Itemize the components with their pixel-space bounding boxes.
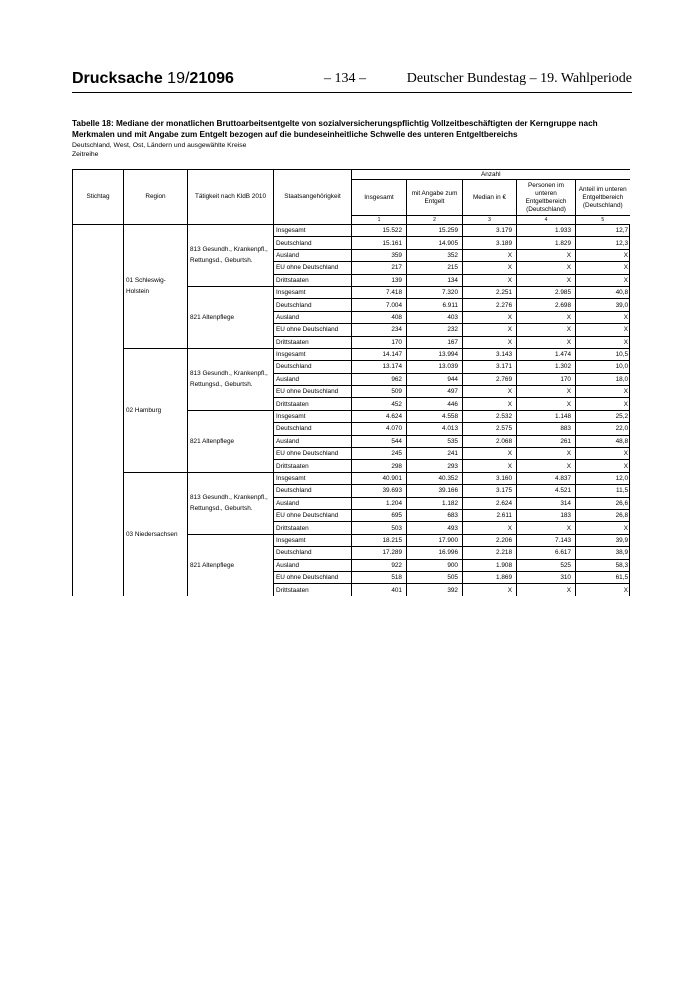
value-cell: X bbox=[517, 249, 576, 261]
value-cell: X bbox=[463, 584, 517, 596]
value-cell: 518 bbox=[352, 571, 407, 583]
value-cell: 408 bbox=[352, 311, 407, 323]
value-cell: 15.522 bbox=[352, 225, 407, 237]
col-stichtag: Stichtag bbox=[73, 170, 124, 225]
value-cell: 4.070 bbox=[352, 423, 407, 435]
value-cell: X bbox=[463, 386, 517, 398]
nationality-cell: Ausland bbox=[274, 559, 352, 571]
doc-prefix: Drucksache bbox=[72, 70, 168, 87]
value-cell: 12,0 bbox=[576, 472, 630, 484]
value-cell: 26,6 bbox=[576, 497, 630, 509]
value-cell: X bbox=[517, 262, 576, 274]
nationality-cell: Drittstaaten bbox=[274, 398, 352, 410]
value-cell: X bbox=[517, 274, 576, 286]
value-cell: 293 bbox=[407, 460, 463, 472]
value-cell: X bbox=[463, 460, 517, 472]
nationality-cell: Insgesamt bbox=[274, 534, 352, 546]
document-number bbox=[72, 70, 234, 88]
value-cell: 505 bbox=[407, 571, 463, 583]
value-cell: X bbox=[576, 324, 630, 336]
header-rule bbox=[72, 92, 632, 93]
value-cell: 2.068 bbox=[463, 435, 517, 447]
region-cell: 02 Hamburg bbox=[124, 348, 188, 472]
value-cell: 3.171 bbox=[463, 361, 517, 373]
value-cell: 17.900 bbox=[407, 534, 463, 546]
value-cell: 2.624 bbox=[463, 497, 517, 509]
value-cell: 10,0 bbox=[576, 361, 630, 373]
table-title: Tabelle 18: Mediane der monatlichen Bruttoarbeitsentgelte von sozialversicherungspflichtig Vollzeitbeschäftigten der Kerngruppe nach Merkmalen und mit Angabe zum Entgelt bezogen auf die bundeseinheitliche Schwelle des unteren Entgeltbereichs bbox=[72, 119, 598, 139]
nationality-cell: Deutschland bbox=[274, 299, 352, 311]
value-cell: 446 bbox=[407, 398, 463, 410]
value-cell: 509 bbox=[352, 386, 407, 398]
value-cell: X bbox=[463, 336, 517, 348]
value-cell: 215 bbox=[407, 262, 463, 274]
col-insgesamt: Insgesamt bbox=[352, 180, 407, 216]
value-cell: X bbox=[517, 398, 576, 410]
value-cell: 493 bbox=[407, 522, 463, 534]
value-cell: 2.206 bbox=[463, 534, 517, 546]
value-cell: 1.829 bbox=[517, 237, 576, 249]
value-cell: 14.147 bbox=[352, 348, 407, 360]
value-cell: 40.352 bbox=[407, 472, 463, 484]
value-cell: 3.175 bbox=[463, 485, 517, 497]
value-cell: 4.837 bbox=[517, 472, 576, 484]
doc-number-b: 21096 bbox=[189, 70, 234, 87]
value-cell: 15.161 bbox=[352, 237, 407, 249]
region-cell: 01 Schleswig-Holstein bbox=[124, 225, 188, 349]
nationality-cell: Ausland bbox=[274, 435, 352, 447]
value-cell: 167 bbox=[407, 336, 463, 348]
page-number: – 134 – bbox=[324, 71, 366, 86]
value-cell: 544 bbox=[352, 435, 407, 447]
value-cell: X bbox=[576, 274, 630, 286]
value-cell: 962 bbox=[352, 373, 407, 385]
col-taetigkeit: Tätigkeit nach KldB 2010 bbox=[188, 170, 274, 225]
table-body bbox=[73, 225, 630, 596]
value-cell: 1.148 bbox=[517, 410, 576, 422]
value-cell: 4.521 bbox=[517, 485, 576, 497]
value-cell: 16.996 bbox=[407, 547, 463, 559]
col-personen: Personen im unteren Entgeltbereich (Deutschland) bbox=[517, 180, 576, 216]
value-cell: X bbox=[463, 448, 517, 460]
value-cell: 3.143 bbox=[463, 348, 517, 360]
nationality-cell: Drittstaaten bbox=[274, 274, 352, 286]
value-cell: 298 bbox=[352, 460, 407, 472]
value-cell: 17.289 bbox=[352, 547, 407, 559]
nationality-cell: EU ohne Deutschland bbox=[274, 386, 352, 398]
table-subtitle: Deutschland, West, Ost, Ländern und ausgewählte Kreise bbox=[72, 142, 247, 149]
value-cell: 18,0 bbox=[576, 373, 630, 385]
value-cell: X bbox=[576, 249, 630, 261]
value-cell: 2.251 bbox=[463, 286, 517, 298]
col-staat: Staatsangehörigkeit bbox=[274, 170, 352, 225]
stichtag-cell bbox=[73, 225, 124, 596]
value-cell: 403 bbox=[407, 311, 463, 323]
value-cell: 2.575 bbox=[463, 423, 517, 435]
value-cell: X bbox=[463, 262, 517, 274]
value-cell: 7.320 bbox=[407, 286, 463, 298]
value-cell: 1.204 bbox=[352, 497, 407, 509]
value-cell: 13.994 bbox=[407, 348, 463, 360]
value-cell: 535 bbox=[407, 435, 463, 447]
value-cell: 944 bbox=[407, 373, 463, 385]
value-cell: 3.179 bbox=[463, 225, 517, 237]
value-cell: 359 bbox=[352, 249, 407, 261]
nationality-cell: Deutschland bbox=[274, 423, 352, 435]
value-cell: X bbox=[517, 336, 576, 348]
col-index: 2 bbox=[407, 216, 463, 225]
value-cell: 2.985 bbox=[517, 286, 576, 298]
nationality-cell: Ausland bbox=[274, 249, 352, 261]
value-cell: 61,5 bbox=[576, 571, 630, 583]
value-cell: 12,7 bbox=[576, 225, 630, 237]
value-cell: 245 bbox=[352, 448, 407, 460]
value-cell: 683 bbox=[407, 509, 463, 521]
table-row bbox=[73, 348, 630, 360]
col-anteil: Anteil im unteren Entgeltbereich (Deutschland) bbox=[576, 180, 630, 216]
nationality-cell: Ausland bbox=[274, 311, 352, 323]
value-cell: 39.166 bbox=[407, 485, 463, 497]
value-cell: 4.558 bbox=[407, 410, 463, 422]
value-cell: 38,9 bbox=[576, 547, 630, 559]
activity-cell: 813 Gesundh., Krankenpfl., Rettungsd., Geburtsh. bbox=[188, 225, 274, 287]
value-cell: 883 bbox=[517, 423, 576, 435]
col-median: Median in € bbox=[463, 180, 517, 216]
value-cell: 922 bbox=[352, 559, 407, 571]
value-cell: X bbox=[517, 324, 576, 336]
value-cell: X bbox=[576, 522, 630, 534]
value-cell: X bbox=[576, 460, 630, 472]
nationality-cell: Deutschland bbox=[274, 485, 352, 497]
value-cell: 4.624 bbox=[352, 410, 407, 422]
value-cell: 25,2 bbox=[576, 410, 630, 422]
page-header bbox=[72, 70, 632, 92]
nationality-cell: EU ohne Deutschland bbox=[274, 448, 352, 460]
value-cell: X bbox=[463, 398, 517, 410]
nationality-cell: Drittstaaten bbox=[274, 584, 352, 596]
value-cell: 310 bbox=[517, 571, 576, 583]
group-header-anzahl: Anzahl bbox=[352, 170, 630, 180]
col-index: 5 bbox=[576, 216, 630, 225]
value-cell: 11,5 bbox=[576, 485, 630, 497]
value-cell: 3.160 bbox=[463, 472, 517, 484]
value-cell: 900 bbox=[407, 559, 463, 571]
value-cell: 13.039 bbox=[407, 361, 463, 373]
value-cell: 58,3 bbox=[576, 559, 630, 571]
value-cell: 2.698 bbox=[517, 299, 576, 311]
value-cell: X bbox=[576, 262, 630, 274]
value-cell: X bbox=[576, 311, 630, 323]
value-cell: X bbox=[576, 398, 630, 410]
value-cell: 139 bbox=[352, 274, 407, 286]
value-cell: 525 bbox=[517, 559, 576, 571]
value-cell: 7.143 bbox=[517, 534, 576, 546]
nationality-cell: Drittstaaten bbox=[274, 460, 352, 472]
publisher: Deutscher Bundestag – 19. Wahlperiode bbox=[406, 71, 632, 86]
value-cell: 352 bbox=[407, 249, 463, 261]
value-cell: 1.182 bbox=[407, 497, 463, 509]
value-cell: 1.302 bbox=[517, 361, 576, 373]
value-cell: 1.933 bbox=[517, 225, 576, 237]
value-cell: 183 bbox=[517, 509, 576, 521]
nationality-cell: EU ohne Deutschland bbox=[274, 324, 352, 336]
activity-cell: 813 Gesundh., Krankenpfl., Rettungsd., Geburtsh. bbox=[188, 472, 274, 534]
value-cell: 39,0 bbox=[576, 299, 630, 311]
data-table bbox=[72, 169, 630, 596]
col-index: 1 bbox=[352, 216, 407, 225]
activity-cell: 821 Altenpflege bbox=[188, 410, 274, 472]
value-cell: 3.189 bbox=[463, 237, 517, 249]
value-cell: X bbox=[517, 522, 576, 534]
value-cell: 7.418 bbox=[352, 286, 407, 298]
value-cell: 401 bbox=[352, 584, 407, 596]
nationality-cell: Ausland bbox=[274, 373, 352, 385]
value-cell: 15.259 bbox=[407, 225, 463, 237]
value-cell: 695 bbox=[352, 509, 407, 521]
value-cell: 14.905 bbox=[407, 237, 463, 249]
value-cell: 40.901 bbox=[352, 472, 407, 484]
activity-cell: 813 Gesundh., Krankenpfl., Rettungsd., Geburtsh. bbox=[188, 348, 274, 410]
doc-number-a: 19/ bbox=[167, 70, 190, 87]
value-cell: X bbox=[517, 311, 576, 323]
nationality-cell: EU ohne Deutschland bbox=[274, 509, 352, 521]
value-cell: X bbox=[463, 522, 517, 534]
value-cell: X bbox=[517, 448, 576, 460]
value-cell: X bbox=[576, 448, 630, 460]
activity-cell: 821 Altenpflege bbox=[188, 534, 274, 595]
nationality-cell: EU ohne Deutschland bbox=[274, 571, 352, 583]
value-cell: 1.908 bbox=[463, 559, 517, 571]
value-cell: 2.218 bbox=[463, 547, 517, 559]
value-cell: 497 bbox=[407, 386, 463, 398]
value-cell: X bbox=[576, 336, 630, 348]
value-cell: 12,3 bbox=[576, 237, 630, 249]
value-cell: 170 bbox=[517, 373, 576, 385]
value-cell: X bbox=[463, 311, 517, 323]
value-cell: X bbox=[463, 324, 517, 336]
value-cell: 1.474 bbox=[517, 348, 576, 360]
value-cell: X bbox=[463, 249, 517, 261]
value-cell: 13.174 bbox=[352, 361, 407, 373]
nationality-cell: Deutschland bbox=[274, 547, 352, 559]
nationality-cell: Insgesamt bbox=[274, 225, 352, 237]
col-mit-angabe: mit Angabe zum Entgelt bbox=[407, 180, 463, 216]
value-cell: X bbox=[576, 386, 630, 398]
value-cell: 2.611 bbox=[463, 509, 517, 521]
value-cell: 26,8 bbox=[576, 509, 630, 521]
value-cell: X bbox=[517, 584, 576, 596]
value-cell: X bbox=[517, 386, 576, 398]
value-cell: 18.215 bbox=[352, 534, 407, 546]
table-subtitle-2: Zeitreihe bbox=[72, 151, 99, 158]
value-cell: 241 bbox=[407, 448, 463, 460]
value-cell: 39.693 bbox=[352, 485, 407, 497]
col-region: Region bbox=[124, 170, 188, 225]
nationality-cell: Deutschland bbox=[274, 237, 352, 249]
col-index: 4 bbox=[517, 216, 576, 225]
value-cell: 217 bbox=[352, 262, 407, 274]
value-cell: 2.532 bbox=[463, 410, 517, 422]
nationality-cell: Drittstaaten bbox=[274, 336, 352, 348]
nationality-cell: Drittstaaten bbox=[274, 522, 352, 534]
nationality-cell: Deutschland bbox=[274, 361, 352, 373]
value-cell: 6.617 bbox=[517, 547, 576, 559]
value-cell: 22,0 bbox=[576, 423, 630, 435]
value-cell: 2.276 bbox=[463, 299, 517, 311]
value-cell: 392 bbox=[407, 584, 463, 596]
value-cell: 134 bbox=[407, 274, 463, 286]
value-cell: 40,8 bbox=[576, 286, 630, 298]
nationality-cell: Insgesamt bbox=[274, 348, 352, 360]
value-cell: 10,5 bbox=[576, 348, 630, 360]
table-row bbox=[73, 225, 630, 237]
value-cell: 4.013 bbox=[407, 423, 463, 435]
value-cell: 261 bbox=[517, 435, 576, 447]
value-cell: 503 bbox=[352, 522, 407, 534]
value-cell: 6.911 bbox=[407, 299, 463, 311]
value-cell: X bbox=[517, 460, 576, 472]
col-index: 3 bbox=[463, 216, 517, 225]
nationality-cell: Insgesamt bbox=[274, 472, 352, 484]
nationality-cell: Insgesamt bbox=[274, 410, 352, 422]
value-cell: 2.769 bbox=[463, 373, 517, 385]
value-cell: 232 bbox=[407, 324, 463, 336]
value-cell: 39,9 bbox=[576, 534, 630, 546]
nationality-cell: Ausland bbox=[274, 497, 352, 509]
table-row bbox=[73, 472, 630, 484]
activity-cell: 821 Altenpflege bbox=[188, 286, 274, 348]
value-cell: 452 bbox=[352, 398, 407, 410]
value-cell: 170 bbox=[352, 336, 407, 348]
value-cell: 314 bbox=[517, 497, 576, 509]
nationality-cell: EU ohne Deutschland bbox=[274, 262, 352, 274]
value-cell: X bbox=[463, 274, 517, 286]
value-cell: 7.004 bbox=[352, 299, 407, 311]
value-cell: 1.869 bbox=[463, 571, 517, 583]
value-cell: 48,8 bbox=[576, 435, 630, 447]
value-cell: 234 bbox=[352, 324, 407, 336]
value-cell: X bbox=[576, 584, 630, 596]
nationality-cell: Insgesamt bbox=[274, 286, 352, 298]
region-cell: 03 Niedersachsen bbox=[124, 472, 188, 595]
